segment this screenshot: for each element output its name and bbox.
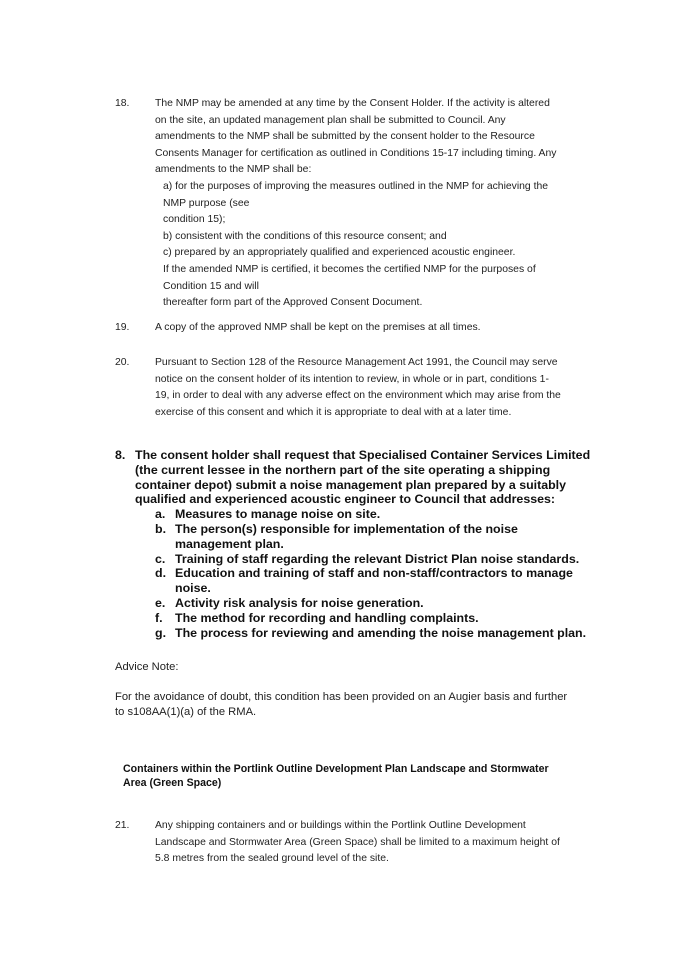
list-item <box>155 626 615 641</box>
text-line: to s108AA(1)(a) of the RMA. <box>115 706 257 718</box>
text-line: Any shipping containers and or buildings within the Portlink Outline Development <box>155 820 526 831</box>
text-line: amendments to the NMP shall be submitted by the consent holder to the Resource <box>155 131 535 143</box>
condition-number: 19. <box>115 322 130 333</box>
text-line: Training of staff regarding the relevant District Plan noise standards. <box>175 551 580 566</box>
text-line: Measures to manage noise on site. <box>175 507 381 522</box>
text-line: If the amended NMP is certified, it becomes the certified NMP for the purposes of <box>163 263 536 275</box>
list-marker: e. <box>155 595 166 610</box>
condition-number: 21. <box>115 820 130 831</box>
condition-body <box>155 320 595 337</box>
text-line: notice on the consent holder of its intention to review, in whole or in part, conditions 1- <box>155 373 549 385</box>
text-line: on the site, an updated management plan shall be submitted to Council. Any <box>155 114 506 126</box>
list-marker: f. <box>155 610 163 625</box>
condition-body <box>135 448 615 640</box>
list-marker: a. <box>155 507 166 522</box>
condition-number: 20. <box>115 357 130 368</box>
condition-body <box>155 818 600 868</box>
text-line: Education and training of staff and non-staff/contractors to manage <box>175 566 573 581</box>
text-line: 5.8 metres from the sealed ground level of the site. <box>155 853 389 865</box>
text-line: c) prepared by an appropriately qualified and experienced acoustic engineer. <box>163 247 516 259</box>
text-line: A copy of the approved NMP shall be kept on the premises at all times. <box>155 322 481 333</box>
list-marker: c. <box>155 551 166 566</box>
heading-line: Area (Green Space) <box>123 776 222 789</box>
text-line: The process for reviewing and amending the noise management plan. <box>175 625 587 640</box>
text-line: container depot) submit a noise management plan prepared by a suitably <box>135 477 567 492</box>
condition-19 <box>115 320 595 337</box>
condition-body <box>155 96 595 312</box>
text-line: 19, in order to deal with any adverse effect on the environment which may arise from the <box>155 390 561 402</box>
text-line: management plan. <box>175 536 284 551</box>
text-line: exercise of this consent and which it is appropriate to deal with at a later time. <box>155 406 512 418</box>
text-line: For the avoidance of doubt, this condition has been provided on an Augier basis and further <box>115 691 568 703</box>
text-line: Activity risk analysis for noise generation. <box>175 595 424 610</box>
advice-note-label: Advice Note: <box>115 661 179 673</box>
list-item <box>155 507 615 522</box>
text-line: The method for recording and handling complaints. <box>175 610 479 625</box>
text-line: thereafter form part of the Approved Consent Document. <box>163 297 423 309</box>
text-line: The consent holder shall request that Specialised Container Services Limited <box>135 448 591 462</box>
text-line: The NMP may be amended at any time by the Consent Holder. If the activity is altered <box>155 98 550 109</box>
text-line: Landscape and Stormwater Area (Green Space) shall be limited to a maximum height of <box>155 836 560 848</box>
text-line: amendments to the NMP shall be: <box>155 164 312 176</box>
text-line: The person(s) responsible for implementation of the noise <box>175 521 518 536</box>
list-item <box>155 552 615 567</box>
condition-body <box>155 355 595 421</box>
list-marker: g. <box>155 625 167 640</box>
text-line: Consents Manager for certification as outlined in Conditions 15-17 including timing. Any <box>155 147 557 159</box>
list-item <box>155 611 615 626</box>
heading-line: Containers within the Portlink Outline Development Plan Landscape and Stormwater <box>123 763 549 775</box>
list-marker: d. <box>155 566 167 581</box>
condition-number: 8. <box>115 448 126 462</box>
list-item <box>155 522 615 552</box>
list-item <box>155 566 615 596</box>
text-line: Pursuant to Section 128 of the Resource Management Act 1991, the Council may serve <box>155 357 558 368</box>
list-marker: b. <box>155 521 167 536</box>
text-line: NMP purpose (see <box>163 197 250 209</box>
list-item <box>155 596 615 611</box>
text-line: noise. <box>175 581 211 596</box>
section-heading <box>123 763 603 790</box>
text-line: qualified and experienced acoustic engineer to Council that addresses: <box>135 492 556 507</box>
advice-note-body <box>115 690 605 720</box>
text-line: (the current lessee in the northern part of the site operating a shipping <box>135 462 551 477</box>
text-line: condition 15); <box>163 214 226 226</box>
text-line: Condition 15 and will <box>163 280 259 292</box>
condition-number: 18. <box>115 98 130 109</box>
text-line: a) for the purposes of improving the measures outlined in the NMP for achieving the <box>163 180 549 192</box>
text-line: b) consistent with the conditions of this resource consent; and <box>163 230 447 242</box>
